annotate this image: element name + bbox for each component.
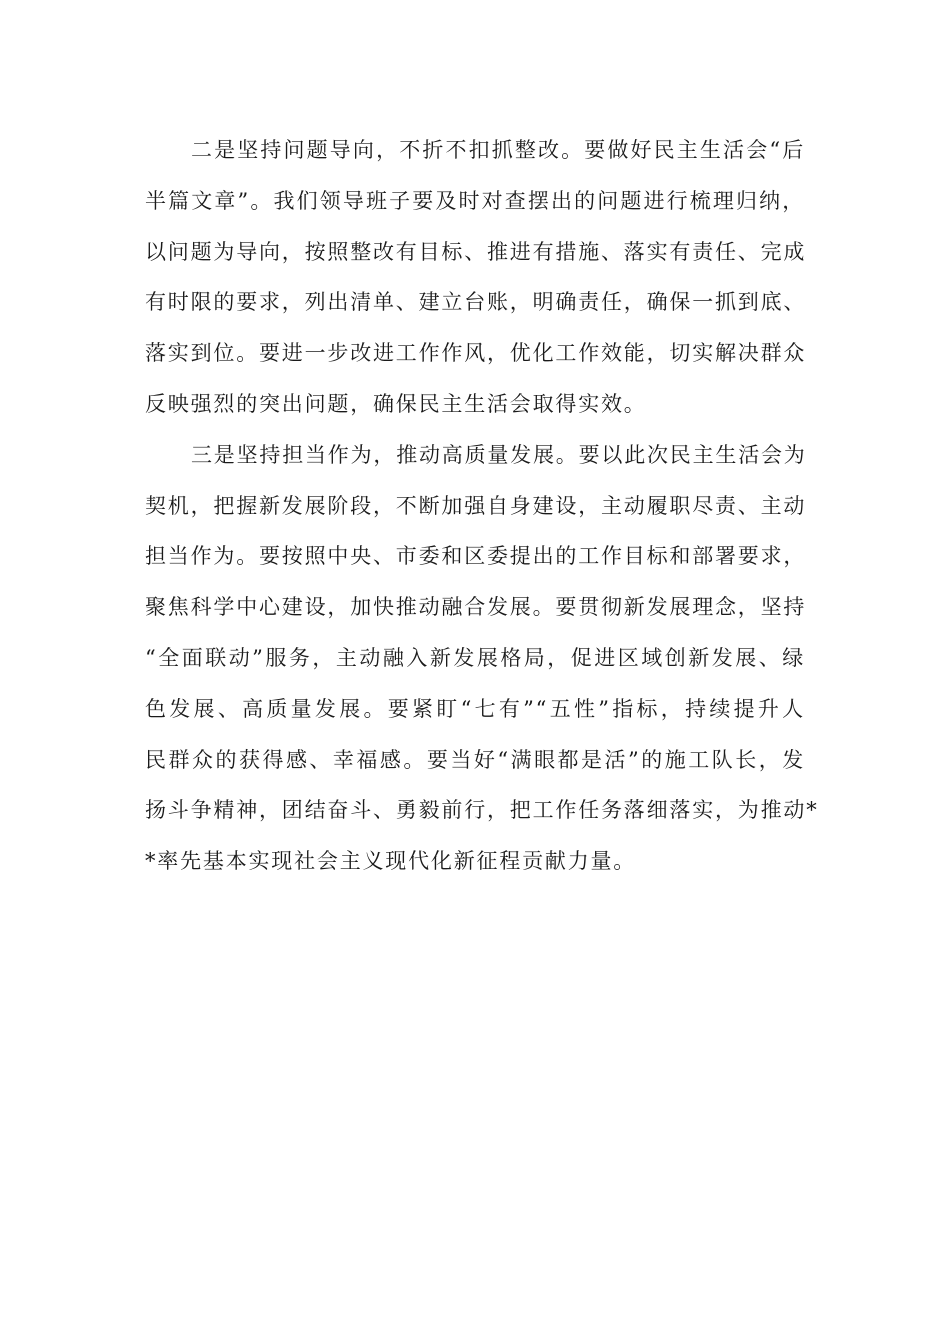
paragraph-line: 色发展、高质量发展。要紧盯“七有”“五性”指标，持续提升人 xyxy=(145,696,805,721)
paragraph-line: 二是坚持问题导向，不折不扣抓整改。要做好民主生活会“后 xyxy=(191,138,805,162)
paragraph-line: 有时限的要求，列出清单、建立台账，明确责任，确保一抓到底、 xyxy=(145,290,807,315)
paragraph-line: 担当作为。要按照中央、市委和区委提出的工作目标和部署要求， xyxy=(145,544,807,569)
document-body xyxy=(145,125,819,887)
paragraph-line: 落实到位。要进一步改进工作作风，优化工作效能，切实解决群众 xyxy=(145,341,807,366)
paragraph-line: 半篇文章”。我们领导班子要及时对查摆出的问题进行梳理归纳， xyxy=(145,188,805,213)
paragraph-line: 三是坚持担当作为，推动高质量发展。要以此次民主生活会为 xyxy=(191,442,807,467)
paragraph-2 xyxy=(145,430,819,887)
paragraph-line: 契机，把握新发展阶段，不断加强自身建设，主动履职尽责、主动 xyxy=(145,493,807,518)
paragraph-line: “全面联动”服务，主动融入新发展格局，促进区域创新发展、绿 xyxy=(145,645,805,670)
paragraph-line: 以问题为导向，按照整改有目标、推进有措施、落实有责任、完成 xyxy=(145,239,807,264)
paragraph-line: *率先基本实现社会主义现代化新征程贡献力量。 xyxy=(145,849,637,874)
paragraph-line: 扬斗争精神，团结奋斗、勇毅前行，把工作任务落细落实，为推动* xyxy=(145,798,819,823)
paragraph-line: 民群众的获得感、幸福感。要当好“满眼都是活”的施工队长，发 xyxy=(145,747,805,772)
paragraph-line: 反映强烈的突出问题，确保民主生活会取得实效。 xyxy=(145,391,647,416)
paragraph-1 xyxy=(145,125,805,430)
paragraph-line: 聚焦科学中心建设，加快推动融合发展。要贯彻新发展理念，坚持 xyxy=(145,595,807,620)
